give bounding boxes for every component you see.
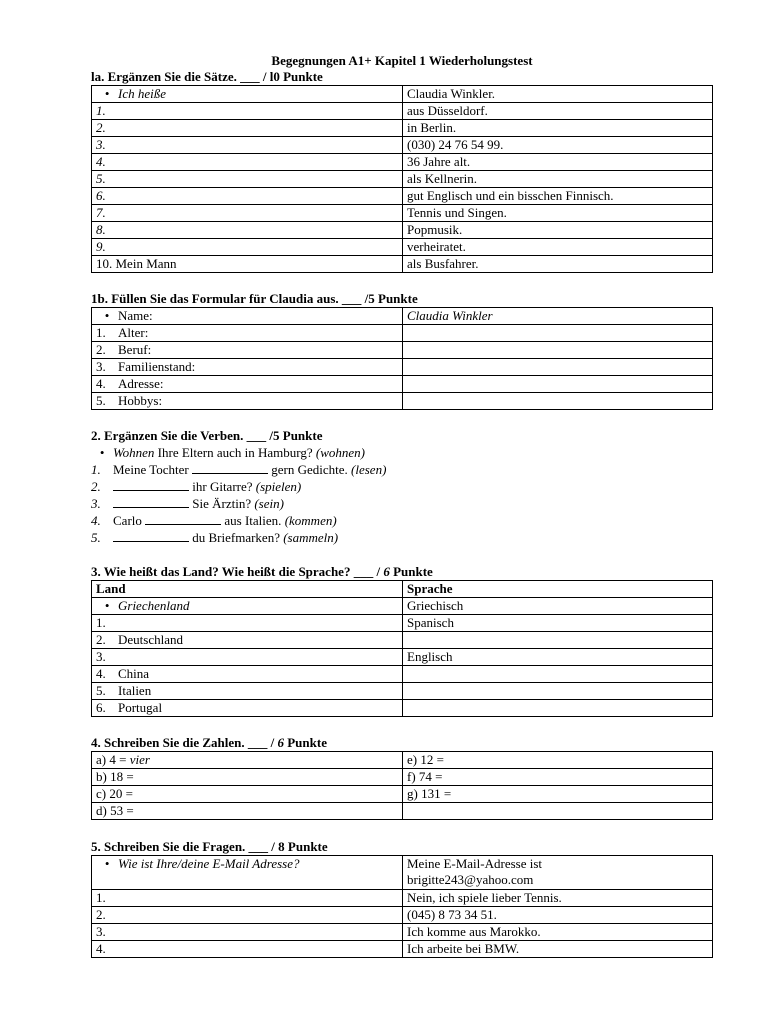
cell-text: Mein Mann bbox=[115, 256, 177, 271]
table-row bbox=[92, 941, 713, 958]
verb-hint: (sein) bbox=[254, 496, 284, 511]
table-row bbox=[92, 120, 713, 137]
section-5-table bbox=[91, 855, 713, 958]
cell-text: Familienstand: bbox=[118, 359, 196, 374]
row-number: 2. bbox=[96, 632, 106, 647]
table-row bbox=[92, 325, 713, 342]
table-row bbox=[92, 205, 713, 222]
table-row bbox=[92, 598, 713, 615]
email-text: brigitte243@yahoo.com bbox=[407, 872, 534, 887]
page-title: Begegnungen A1+ Kapitel 1 Wiederholungstest bbox=[271, 53, 533, 68]
item-text: Sie Ärztin? bbox=[189, 496, 255, 511]
table-row bbox=[92, 86, 713, 103]
table-row bbox=[92, 239, 713, 256]
cell-text: Popmusik. bbox=[403, 222, 713, 239]
cell-text: Ich komme aus Marokko. bbox=[403, 924, 713, 941]
row-number: 3. bbox=[92, 924, 403, 941]
table-row bbox=[92, 376, 713, 393]
section-4-heading: 4. Schreiben Sie die Zahlen. ___ / 6 Punkte bbox=[91, 735, 327, 750]
cell-text: c) 20 = bbox=[92, 786, 403, 803]
row-number: 2. bbox=[96, 342, 106, 357]
verb-hint: (sammeln) bbox=[283, 530, 339, 545]
table-row bbox=[92, 907, 713, 924]
section-4-table bbox=[91, 751, 713, 820]
table-row bbox=[92, 154, 713, 171]
row-number: 6. bbox=[96, 700, 106, 715]
row-number: 9. bbox=[92, 239, 403, 256]
table-row bbox=[92, 683, 713, 700]
list-item bbox=[91, 529, 713, 546]
item-text: Ihre Eltern auch in Hamburg? bbox=[154, 445, 316, 460]
table-row bbox=[92, 924, 713, 941]
table-row bbox=[92, 171, 713, 188]
cell-text: als Kellnerin. bbox=[403, 171, 713, 188]
cell-text: 36 Jahre alt. bbox=[403, 154, 713, 171]
cell-text: Portugal bbox=[118, 700, 163, 715]
table-header bbox=[92, 581, 713, 598]
row-number: 8. bbox=[92, 222, 403, 239]
item-text: Carlo bbox=[113, 513, 146, 528]
section-1b-heading: 1b. Füllen Sie das Formular für Claudia aus. ___ /5 Punkte bbox=[91, 291, 418, 306]
bullet: • bbox=[104, 598, 110, 613]
cell-text: f) 74 = bbox=[403, 769, 713, 786]
column-header-sprache: Sprache bbox=[403, 581, 713, 598]
item-text: Meine Tochter bbox=[113, 462, 192, 477]
row-number: 3. bbox=[91, 496, 101, 511]
cell-text: Beruf: bbox=[118, 342, 152, 357]
list-item bbox=[91, 495, 713, 512]
table-row bbox=[92, 359, 713, 376]
verb-hint: (wohnen) bbox=[315, 445, 365, 460]
table-row bbox=[92, 890, 713, 907]
answer-blank[interactable] bbox=[113, 479, 189, 491]
cell-text: verheiratet. bbox=[403, 239, 713, 256]
cell-text: als Busfahrer. bbox=[403, 256, 713, 273]
table-row bbox=[92, 786, 713, 803]
table-row bbox=[92, 222, 713, 239]
table-row bbox=[92, 615, 713, 632]
answer-blank[interactable] bbox=[192, 462, 268, 474]
row-number: 2. bbox=[92, 120, 403, 137]
section-2-heading: 2. Ergänzen Sie die Verben. ___ /5 Punkte bbox=[91, 428, 323, 443]
row-number: 2. bbox=[92, 907, 403, 924]
table-row bbox=[92, 666, 713, 683]
list-item bbox=[91, 461, 713, 478]
row-number: 1. bbox=[92, 103, 403, 120]
row-number: 4. bbox=[96, 376, 106, 391]
cell-text: Italien bbox=[118, 683, 152, 698]
section-5-heading: 5. Schreiben Sie die Fragen. ___ / 8 Punkte bbox=[91, 839, 328, 854]
list-item bbox=[91, 512, 713, 529]
cell-text: Alter: bbox=[118, 325, 149, 340]
worksheet bbox=[91, 52, 713, 958]
row-number: 4. bbox=[92, 154, 403, 171]
cell-text bbox=[403, 683, 713, 700]
row-number: 3. bbox=[96, 649, 106, 664]
table-row bbox=[92, 649, 713, 666]
cell-text: China bbox=[118, 666, 150, 681]
cell-text: Ich arbeite bei BMW. bbox=[403, 941, 713, 958]
example-question: Wie ist Ihre/deine E-Mail Adresse? bbox=[118, 856, 300, 871]
item-text: gern Gedichte. bbox=[268, 462, 352, 477]
cell-text: in Berlin. bbox=[403, 120, 713, 137]
row-number: 3. bbox=[92, 137, 403, 154]
answer-blank[interactable] bbox=[113, 530, 189, 542]
verb-hint: (lesen) bbox=[351, 462, 387, 477]
bullet: • bbox=[104, 308, 110, 323]
column-header-land: Land bbox=[92, 581, 403, 598]
table-row bbox=[92, 632, 713, 649]
cell-text: Hobbys: bbox=[118, 393, 163, 408]
section-1b-table bbox=[91, 307, 713, 410]
section-1a-table bbox=[91, 85, 713, 273]
cell-text: Nein, ich spiele lieber Tennis. bbox=[403, 890, 713, 907]
table-row bbox=[92, 752, 713, 769]
row-number: 10. bbox=[96, 256, 113, 271]
example-verb: Wohnen bbox=[113, 445, 155, 460]
row-number: 1. bbox=[91, 462, 101, 477]
table-row bbox=[92, 803, 713, 820]
row-number: 6. bbox=[92, 188, 403, 205]
answer-blank[interactable] bbox=[145, 513, 221, 525]
verb-hint: (kommen) bbox=[284, 513, 337, 528]
cell-text: Griechisch bbox=[403, 598, 713, 615]
row-number: 4. bbox=[92, 941, 403, 958]
bullet: • bbox=[104, 856, 110, 871]
list-item bbox=[91, 444, 713, 461]
row-number: 4. bbox=[96, 666, 106, 681]
row-number: 5. bbox=[96, 393, 106, 408]
item-text: ihr Gitarre? bbox=[189, 479, 256, 494]
bullet: • bbox=[104, 86, 110, 101]
item-text: du Briefmarken? bbox=[189, 530, 284, 545]
cell-text: a) 4 = bbox=[96, 752, 130, 767]
cell-text: Spanisch bbox=[403, 615, 713, 632]
row-number: 2. bbox=[91, 479, 101, 494]
table-row bbox=[92, 137, 713, 154]
cell-text: aus Düsseldorf. bbox=[403, 103, 713, 120]
cell-text: Name: bbox=[118, 308, 153, 323]
verb-hint: (spielen) bbox=[255, 479, 302, 494]
row-number: 1. bbox=[96, 615, 106, 630]
row-number: 5. bbox=[92, 171, 403, 188]
cell-text bbox=[403, 700, 713, 717]
cell-text: e) 12 = bbox=[403, 752, 713, 769]
row-number: 3. bbox=[96, 359, 106, 374]
row-number: 4. bbox=[91, 513, 101, 528]
cell-text: Englisch bbox=[403, 649, 713, 666]
cell-text: Griechenland bbox=[118, 598, 190, 613]
table-row bbox=[92, 308, 713, 325]
row-number: 5. bbox=[96, 683, 106, 698]
cell-text: Tennis und Singen. bbox=[403, 205, 713, 222]
cell-text: b) 18 = bbox=[92, 769, 403, 786]
verb-list bbox=[91, 444, 713, 546]
table-row bbox=[92, 342, 713, 359]
cell-text: g) 131 = bbox=[403, 786, 713, 803]
cell-text bbox=[403, 632, 713, 649]
list-item bbox=[91, 478, 713, 495]
row-number: 1. bbox=[96, 325, 106, 340]
cell-text: (045) 8 73 34 51. bbox=[403, 907, 713, 924]
cell-text: Deutschland bbox=[118, 632, 183, 647]
item-text: aus Italien. bbox=[221, 513, 285, 528]
table-row bbox=[92, 769, 713, 786]
bullet: • bbox=[99, 445, 105, 460]
cell-text: Meine E-Mail-Adresse ist bbox=[407, 856, 543, 871]
row-number: 5. bbox=[91, 530, 101, 545]
cell-text: Ich heiße bbox=[118, 86, 167, 101]
answer-blank[interactable] bbox=[113, 496, 189, 508]
section-1a-heading: la. Ergänzen Sie die Sätze. ___ / l0 Punkte bbox=[91, 69, 323, 84]
table-row bbox=[92, 393, 713, 410]
row-number: 1. bbox=[92, 890, 403, 907]
cell-text: (030) 24 76 54 99. bbox=[403, 137, 713, 154]
section-3-heading: 3. Wie heißt das Land? Wie heißt die Sprache? ___ / 6 Punkte bbox=[91, 564, 433, 579]
cell-text: Claudia Winkler. bbox=[403, 86, 713, 103]
cell-text: Adresse: bbox=[118, 376, 164, 391]
cell-text bbox=[403, 666, 713, 683]
cell-text: d) 53 = bbox=[92, 803, 403, 820]
table-row bbox=[92, 188, 713, 205]
table-row bbox=[92, 103, 713, 120]
cell-text: gut Englisch und ein bisschen Finnisch. bbox=[403, 188, 713, 205]
table-row bbox=[92, 256, 713, 273]
table-row bbox=[92, 700, 713, 717]
row-number: 7. bbox=[92, 205, 403, 222]
table-row bbox=[92, 856, 713, 890]
cell-text bbox=[403, 803, 713, 820]
section-3-table bbox=[91, 580, 713, 717]
cell-text: Claudia Winkler bbox=[403, 308, 713, 325]
example-answer: vier bbox=[129, 752, 150, 767]
